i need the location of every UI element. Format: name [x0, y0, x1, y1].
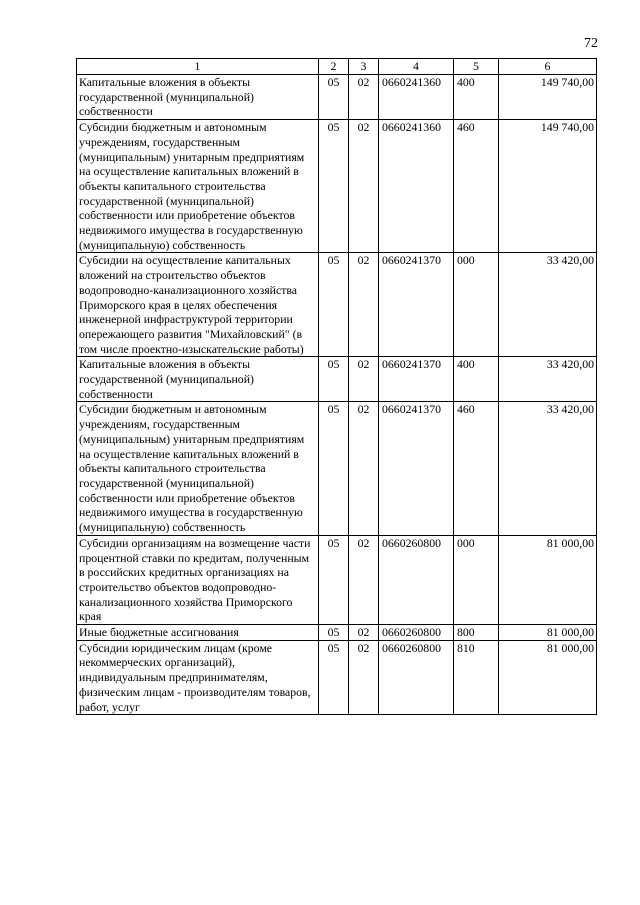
- expense-type-cell: 460: [454, 120, 499, 253]
- table-row: [77, 75, 597, 120]
- header-cell-6: 6: [499, 59, 597, 75]
- expense-type-cell: 810: [454, 640, 499, 715]
- header-cell-1: 1: [77, 59, 319, 75]
- target-article-cell: 0660241360: [379, 75, 454, 120]
- subsection-code-cell: 02: [349, 625, 379, 641]
- row-name-cell: Субсидии организациям на возмещение части процентной ставки по кредитам, полученным в российских кредитных организациях на строительство объектов водопроводно-канализационного хозяйства Приморского края: [77, 535, 319, 624]
- row-name-cell: Субсидии бюджетным и автономным учреждениям, государственным (муниципальным) унитарным предприятиям на осуществление капитальных вложений в объекты капитального строительства государственной (муниципальной) собственности или приобретение объектов недвижимого имущества в государственную (муниципальную) собственность: [77, 120, 319, 253]
- expense-type-cell: 400: [454, 75, 499, 120]
- amount-cell: 33 420,00: [499, 357, 597, 402]
- row-name-cell: Иные бюджетные ассигнования: [77, 625, 319, 641]
- header-cell-3: 3: [349, 59, 379, 75]
- target-article-cell: 0660241360: [379, 120, 454, 253]
- target-article-cell: 0660260800: [379, 535, 454, 624]
- subsection-code-cell: 02: [349, 253, 379, 357]
- target-article-cell: 0660260800: [379, 625, 454, 641]
- amount-cell: 81 000,00: [499, 625, 597, 641]
- subsection-code-cell: 02: [349, 75, 379, 120]
- target-article-cell: 0660260800: [379, 640, 454, 715]
- table-row: [77, 535, 597, 624]
- section-code-cell: 05: [319, 625, 349, 641]
- subsection-code-cell: 02: [349, 535, 379, 624]
- table-row: [77, 253, 597, 357]
- target-article-cell: 0660241370: [379, 402, 454, 535]
- section-code-cell: 05: [319, 120, 349, 253]
- subsection-code-cell: 02: [349, 402, 379, 535]
- page-number: 72: [584, 36, 598, 51]
- expense-type-cell: 000: [454, 253, 499, 357]
- expense-type-cell: 400: [454, 357, 499, 402]
- section-code-cell: 05: [319, 535, 349, 624]
- table-row: [77, 357, 597, 402]
- section-code-cell: 05: [319, 402, 349, 535]
- section-code-cell: 05: [319, 253, 349, 357]
- subsection-code-cell: 02: [349, 120, 379, 253]
- amount-cell: 81 000,00: [499, 640, 597, 715]
- target-article-cell: 0660241370: [379, 357, 454, 402]
- table-row: [77, 640, 597, 715]
- amount-cell: 149 740,00: [499, 120, 597, 253]
- amount-cell: 33 420,00: [499, 253, 597, 357]
- expense-type-cell: 460: [454, 402, 499, 535]
- table-row: [77, 402, 597, 535]
- row-name-cell: Капитальные вложения в объекты государственной (муниципальной) собственности: [77, 357, 319, 402]
- amount-cell: 149 740,00: [499, 75, 597, 120]
- target-article-cell: 0660241370: [379, 253, 454, 357]
- budget-table: [76, 58, 597, 715]
- row-name-cell: Капитальные вложения в объекты государственной (муниципальной) собственности: [77, 75, 319, 120]
- amount-cell: 81 000,00: [499, 535, 597, 624]
- expense-type-cell: 800: [454, 625, 499, 641]
- header-cell-4: 4: [379, 59, 454, 75]
- row-name-cell: Субсидии на осуществление капитальных вложений на строительство объектов водопроводно-канализационного хозяйства Приморского края в целях обеспечения инженерной инфраструктурой территории опережающего развития "Михайловский" (в том числе проектно-изыскательские работы): [77, 253, 319, 357]
- amount-cell: 33 420,00: [499, 402, 597, 535]
- row-name-cell: Субсидии юридическим лицам (кроме некоммерческих организаций), индивидуальным предпринимателям, физическим лицам - производителям товаров, работ, услуг: [77, 640, 319, 715]
- section-code-cell: 05: [319, 357, 349, 402]
- section-code-cell: 05: [319, 75, 349, 120]
- header-row: [77, 59, 597, 75]
- table-row: [77, 625, 597, 641]
- subsection-code-cell: 02: [349, 357, 379, 402]
- table-row: [77, 120, 597, 253]
- expense-type-cell: 000: [454, 535, 499, 624]
- header-cell-2: 2: [319, 59, 349, 75]
- header-cell-5: 5: [454, 59, 499, 75]
- subsection-code-cell: 02: [349, 640, 379, 715]
- section-code-cell: 05: [319, 640, 349, 715]
- row-name-cell: Субсидии бюджетным и автономным учреждениям, государственным (муниципальным) унитарным предприятиям на осуществление капитальных вложений в объекты капитального строительства государственной (муниципальной) собственности или приобретение объектов недвижимого имущества в государственную (муниципальную) собственность: [77, 402, 319, 535]
